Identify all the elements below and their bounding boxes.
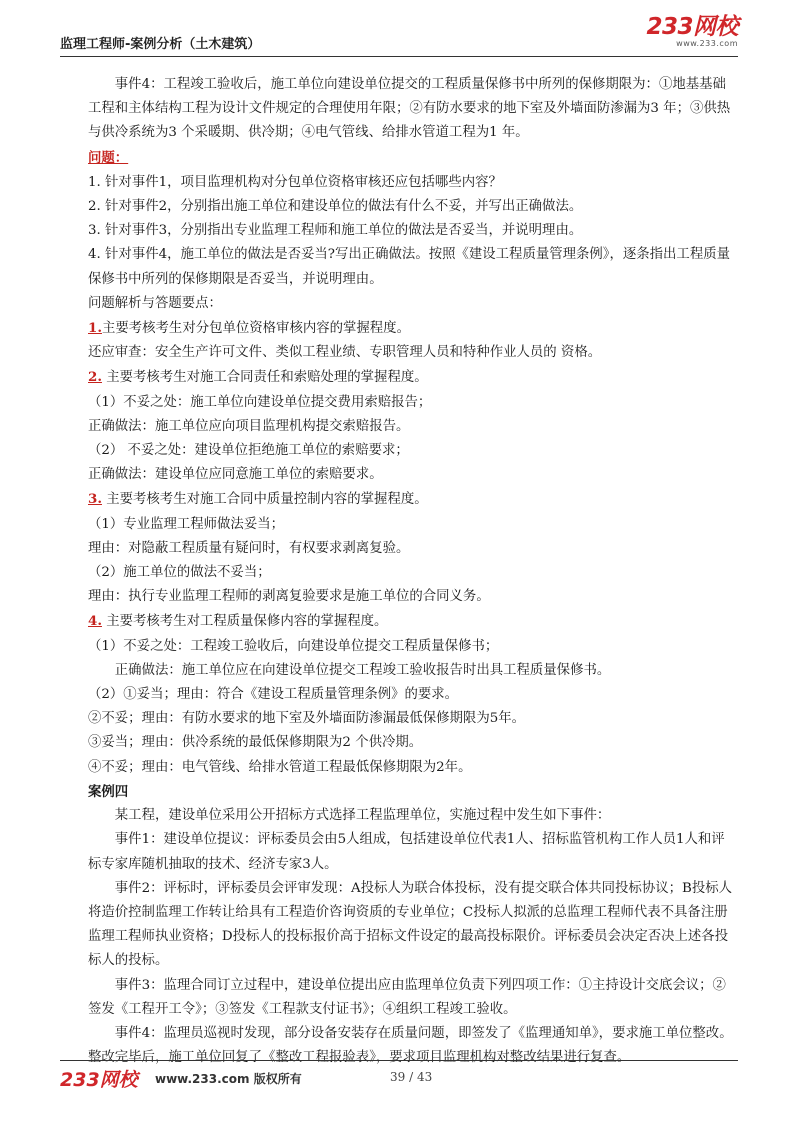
answer-4-line: （1）不妥之处：工程竣工验收后，向建设单位提交工程质量保修书； xyxy=(88,638,499,654)
case4-event-4: 事件4：监理员巡视时发现，部分设备安装存在质量问题，即签发了《监理通知单》，要求施工单位整改。整改完毕后，施工单位回复了《整改工程报验表》，要求项目监理机构对整改结果进行复查。 xyxy=(88,1025,733,1066)
answer-3-title: 主要考核考生对施工合同中质量控制内容的掌握程度。 xyxy=(101,492,428,508)
answer-2-line: 正确做法：建设单位应同意施工单位的索赔要求。 xyxy=(88,467,383,483)
header-title: 监理工程师-案例分析（土木建筑） xyxy=(60,37,261,52)
brand-logo-url: www.233.com xyxy=(676,39,738,48)
answer-1-title: 主要考核考生对分包单位资格审核内容的掌握程度。 xyxy=(101,321,410,337)
answer-1-heading xyxy=(88,316,738,341)
answer-4-line: ②不妥；理由：有防水要求的地下室及外墙面防渗漏最低保修期限为5年。 xyxy=(88,711,526,727)
question-3: 3. 针对事件3，分别指出专业监理工程师和施工单位的做法是否妥当，并说明理由。 xyxy=(88,223,583,239)
answer-3-line: 理由：执行专业监理工程师的剥离复验要求是施工单位的合同义务。 xyxy=(88,589,490,605)
question-1: 1. 针对事件1，项目监理机构对分包单位资格审核还应包括哪些内容？ xyxy=(88,174,502,190)
answer-3-line: （1）专业监理工程师做法妥当； xyxy=(88,516,284,532)
answer-2-heading xyxy=(88,365,738,390)
page-footer xyxy=(60,1060,738,1091)
page-number: 39 / 43 xyxy=(390,1070,433,1084)
case4-event-3: 事件3：监理合同订立过程中，建设单位提出应由监理单位负责下列四项工作：①主持设计交底会议；②签发《工程开工令》；③签发《工程款支付证书》；④组织工程竣工验收。 xyxy=(88,977,726,1017)
answer-3-line: （2）施工单位的做法不妥当； xyxy=(88,565,271,581)
questions-heading: 问题： xyxy=(88,149,129,166)
answer-4-heading xyxy=(88,609,738,634)
answer-2-line: （1）不妥之处：施工单位向建设单位提交费用索赔报告； xyxy=(88,394,432,410)
answer-4-line: ④不妥；理由：电气管线、给排水管道工程最低保修期限为2年。 xyxy=(88,759,472,775)
page-header xyxy=(60,14,738,57)
answer-2-line: （2） 不妥之处：建设单位拒绝施工单位的索赔要求； xyxy=(88,443,409,459)
event4-paragraph: 事件4：工程竣工验收后，施工单位向建设单位提交的工程质量保修书中所列的保修期限为：①地基基础工程和主体结构工程为设计文件规定的合理使用年限；②有防水要求的地下室及外墙面防渗漏为3 年；③供热与供冷系统为3 个采暖期、供冷期；④电气管线、给排水管道工程为1 年。 xyxy=(88,77,731,141)
brand-logo-text: 233网校 xyxy=(646,14,738,40)
answer-3-heading xyxy=(88,487,738,512)
answer-1-body: 还应审查：安全生产许可文件、类似工程业绩、专职管理人员和特种作业人员的 资格。 xyxy=(88,345,602,361)
case4-event-2: 事件2：评标时，评标委员会评审发现：A投标人为联合体投标，没有提交联合体共同投标协议；B投标人将造价控制监理工作转让给具有工程造价咨询资质的专业单位；C投标人拟派的总监理工程师代表不具备注册监理工程师执业资格；D投标人的投标报价高于招标文件设定的最高投标限价。评标委员会决定否决上述各投标人的投标。 xyxy=(88,880,733,969)
case4-intro: 某工程，建设单位采用公开招标方式选择工程监理单位，实施过程中发生如下事件： xyxy=(114,808,611,824)
answer-4-line: ③妥当；理由：供冷系统的最低保修期限为2 个供冷期。 xyxy=(88,735,423,751)
answer-3-line: 理由：对隐蔽工程质量有疑问时，有权要求剥离复验。 xyxy=(88,540,410,556)
footer-logo: 233网校 xyxy=(60,1069,138,1091)
answer-2-number: 2. xyxy=(88,369,102,386)
answer-1-number: 1. xyxy=(88,320,102,337)
answer-4-number: 4. xyxy=(88,613,102,630)
footer-copyright: www.233.com 版权所有 xyxy=(155,1072,302,1086)
answer-2-title: 主要考核考生对施工合同责任和索赔处理的掌握程度。 xyxy=(101,370,428,386)
question-2: 2. 针对事件2，分别指出施工单位和建设单位的做法有什么不妥，并写出正确做法。 xyxy=(88,199,583,215)
answer-3-number: 3. xyxy=(88,491,102,508)
brand-logo xyxy=(646,16,738,48)
analysis-heading: 问题解析与答题要点： xyxy=(88,295,222,311)
question-4: 4. 针对事件4，施工单位的做法是否妥当?写出正确做法。按照《建设工程质量管理条例》，逐条指出工程质量保修书中所列的保修期限是否妥当，并说明理由。 xyxy=(88,247,730,287)
answer-4-line: 正确做法：施工单位应在向建设单位提交工程竣工验收报告时出具工程质量保修书。 xyxy=(114,662,611,678)
answer-4-line: （2）①妥当；理由：符合《建设工程质量管理条例》的要求。 xyxy=(88,687,459,703)
case4-event-1: 事件1：建设单位提议：评标委员会由5人组成，包括建设单位代表1人、招标监管机构工作人员1人和评标专家库随机抽取的技术、经济专家3人。 xyxy=(88,832,725,872)
case4-heading: 案例四 xyxy=(88,783,129,800)
answer-4-title: 主要考核考生对工程质量保修内容的掌握程度。 xyxy=(101,614,388,630)
answer-2-line: 正确做法：施工单位应向项目监理机构提交索赔报告。 xyxy=(88,418,410,434)
document-body xyxy=(88,73,738,1070)
